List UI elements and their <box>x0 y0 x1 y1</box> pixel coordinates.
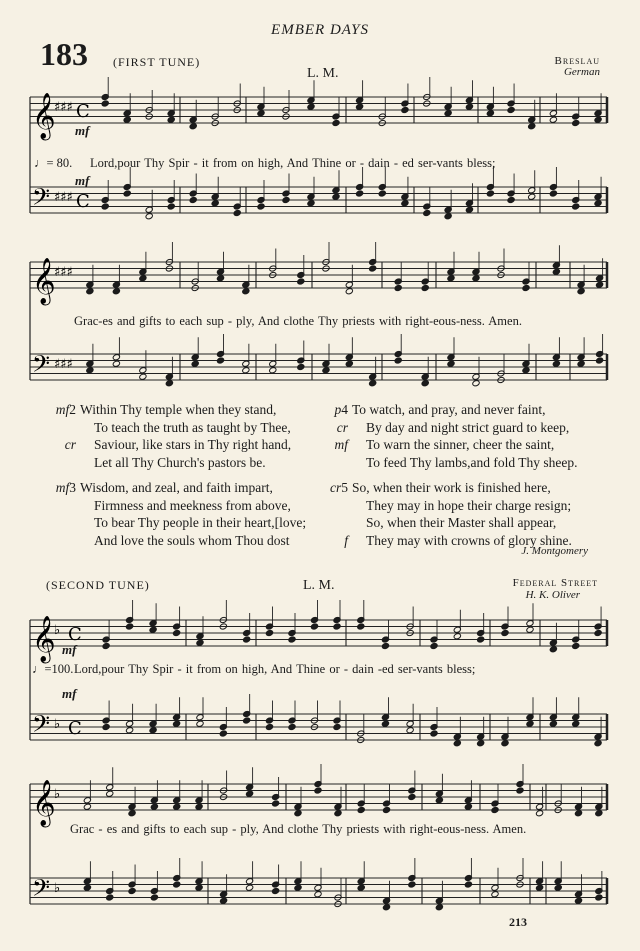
note-head <box>369 265 377 272</box>
note-head <box>444 110 452 117</box>
note-head <box>332 119 340 126</box>
note-head <box>596 281 604 288</box>
note-head <box>211 200 219 207</box>
note-head <box>394 357 402 364</box>
first-tune-label: (FIRST TUNE) <box>113 55 201 69</box>
verse-line <box>320 498 571 514</box>
note-head <box>477 740 485 747</box>
note-head <box>381 642 389 649</box>
dynamic-mark: mf <box>334 437 348 452</box>
note-head <box>150 803 158 810</box>
second-tune-label: (SECOND TUNE) <box>46 578 150 592</box>
verse-text: Let all Thy Church's pastors be. <box>94 454 266 470</box>
note-head <box>408 881 416 888</box>
key-signature: ♯♯♯ <box>54 190 73 205</box>
note-head <box>272 800 280 807</box>
tempo-marking: ♩=100. <box>32 662 74 676</box>
note-head <box>173 629 181 636</box>
note-head <box>294 810 302 817</box>
verse-text: Wisdom, and zeal, and faith impart, <box>80 480 273 495</box>
note-head <box>572 119 580 126</box>
note-head <box>356 190 364 197</box>
note-head <box>572 203 580 210</box>
note-head <box>167 203 175 210</box>
note-head <box>554 884 562 891</box>
lyric-line: Lord,pour Thy Spir - it from on high, And Thine or - dain -ed ser-vants bless; <box>74 662 476 676</box>
note-head <box>216 357 224 364</box>
time-signature: C <box>68 624 82 645</box>
note-head <box>243 717 251 724</box>
note-head <box>126 727 134 734</box>
verse-line <box>320 420 569 436</box>
verse-line <box>320 437 554 453</box>
note-head <box>491 891 499 898</box>
note-head <box>528 193 536 200</box>
note-head <box>123 116 131 123</box>
dynamic-mark: mf <box>55 402 70 417</box>
second-tune-name: Federal Street <box>512 577 598 589</box>
note-head <box>83 884 91 891</box>
note-head <box>394 284 402 291</box>
verse-text: To warn the sinner, cheer the saint, <box>366 437 555 452</box>
note-head <box>486 190 494 197</box>
note-head <box>572 720 580 727</box>
note-head <box>106 790 114 797</box>
note-head <box>421 284 429 291</box>
note-head <box>357 884 365 891</box>
verse-line <box>320 480 551 496</box>
note-head <box>421 380 429 387</box>
note-head <box>257 110 265 117</box>
dynamic-mark: mf <box>75 173 90 188</box>
verse-text: Saviour, like stars in Thy right hand, <box>94 437 292 452</box>
note-head <box>294 884 302 891</box>
note-head <box>310 623 318 630</box>
note-head <box>356 103 364 110</box>
note-head <box>594 200 602 207</box>
note-head <box>464 803 472 810</box>
note-head <box>477 636 485 643</box>
note-head <box>444 213 452 220</box>
note-head <box>307 200 315 207</box>
note-head <box>465 206 473 213</box>
verse-line <box>30 498 291 514</box>
key-signature: ♭ <box>54 881 61 896</box>
first-tune-name: Breslau <box>554 55 600 67</box>
note-head <box>128 887 136 894</box>
key-signature: ♭ <box>54 623 61 638</box>
note-head <box>595 810 603 817</box>
note-head <box>596 357 604 364</box>
verse-text: By day and night strict guard to keep, <box>366 419 570 435</box>
dynamic-mark: mf <box>55 480 70 495</box>
verse-text: And love the souls whom Thou dost <box>94 532 290 548</box>
key-signature: ♯♯♯ <box>54 265 73 280</box>
verse-text: Firmness and meekness from above, <box>94 497 291 513</box>
note-head <box>501 629 509 636</box>
note-head <box>112 288 120 295</box>
note-head <box>165 380 173 387</box>
note-head <box>189 123 197 130</box>
note-head <box>577 360 585 367</box>
note-head <box>220 897 228 904</box>
note-head <box>101 100 109 107</box>
note-head <box>191 360 199 367</box>
verse-text: To feed Thy lambs,and fold Thy sheep. <box>366 454 578 470</box>
note-head <box>382 806 390 813</box>
verse-line <box>30 402 276 418</box>
verse-line <box>30 480 273 496</box>
note-head <box>594 116 602 123</box>
verse-line <box>320 515 556 531</box>
note-head <box>549 190 557 197</box>
note-head <box>595 894 603 901</box>
note-head <box>307 103 315 110</box>
hymn-number: 183 <box>40 36 88 72</box>
note-head <box>507 106 515 113</box>
note-head <box>139 275 147 282</box>
verse-text: To teach the truth as taught by Thee, <box>94 419 291 435</box>
bass-clef: 𝄢 <box>32 183 51 216</box>
note-head <box>242 367 250 374</box>
note-head <box>334 810 342 817</box>
note-head <box>269 367 277 374</box>
dynamic-mark: mf <box>62 642 77 657</box>
note-head <box>126 623 134 630</box>
note-head <box>552 360 560 367</box>
dynamic-mark: mf <box>62 686 77 701</box>
verse-line <box>30 533 290 549</box>
note-head <box>112 360 120 367</box>
time-signature: C <box>68 718 82 739</box>
note-head <box>357 623 365 630</box>
note-head <box>516 787 524 794</box>
note-head <box>333 623 341 630</box>
note-head <box>381 720 389 727</box>
note-head <box>219 730 227 737</box>
note-head <box>423 209 431 216</box>
note-head <box>265 629 273 636</box>
note-head <box>447 275 455 282</box>
note-head <box>167 116 175 123</box>
music-system-4 <box>30 772 610 922</box>
verse-number: 3 <box>69 480 76 495</box>
note-head <box>102 642 110 649</box>
first-tune-meter: L. M. <box>307 66 339 81</box>
note-head <box>243 636 251 643</box>
dynamic-mark: p <box>334 402 342 417</box>
second-tune-composer: H. K. Oliver <box>525 589 580 601</box>
dynamic-mark: cr <box>330 480 342 495</box>
note-head <box>149 727 157 734</box>
note-head <box>173 720 181 727</box>
note-head <box>233 209 241 216</box>
verse-line <box>320 402 545 418</box>
note-head <box>408 793 416 800</box>
note-head <box>314 891 322 898</box>
music-system-3 <box>30 608 610 758</box>
dynamic-mark: mf <box>75 123 90 138</box>
note-head <box>430 730 438 737</box>
note-head <box>435 797 443 804</box>
note-head <box>491 806 499 813</box>
note-head <box>594 740 602 747</box>
note-head <box>288 723 296 730</box>
note-head <box>86 288 94 295</box>
note-head <box>401 106 409 113</box>
bass-clef: 𝄢 <box>32 350 51 383</box>
note-head <box>577 288 585 295</box>
note-head <box>83 803 91 810</box>
note-head <box>526 720 534 727</box>
running-head: EMBER DAYS <box>271 22 369 38</box>
note-head <box>173 803 181 810</box>
note-head <box>522 367 530 374</box>
note-head <box>246 790 254 797</box>
key-signature: ♭ <box>54 787 61 802</box>
verse-line <box>30 455 266 471</box>
tempo-marking: ♩= 80. <box>34 156 73 170</box>
note-head <box>536 810 544 817</box>
second-tune-meter: L. M. <box>303 578 335 593</box>
lyric-line: Lord,pour Thy Spir - it from on high, And Thine or - dain - ed ser-vants bless; <box>90 156 496 170</box>
verse-text: They may with crowns of glory shine. <box>366 532 572 548</box>
note-head <box>332 193 340 200</box>
verse-number: 4 <box>341 402 348 417</box>
treble-clef: 𝄞 <box>32 93 56 139</box>
treble-clef: 𝄞 <box>32 616 56 662</box>
note-head <box>246 884 254 891</box>
note-head <box>378 190 386 197</box>
note-head <box>472 380 480 387</box>
page-number: 213 <box>509 915 527 929</box>
note-head <box>574 810 582 817</box>
note-head <box>465 103 473 110</box>
note-head <box>528 123 536 130</box>
verse-text: Within Thy temple when they stand, <box>80 402 277 417</box>
note-head <box>297 278 305 285</box>
note-head <box>257 203 265 210</box>
verse-line <box>30 437 291 453</box>
note-head <box>549 720 557 727</box>
verse-line <box>320 455 578 471</box>
note-head <box>195 884 203 891</box>
note-head <box>369 380 377 387</box>
note-head <box>102 723 110 730</box>
note-head <box>572 642 580 649</box>
verse-number: 2 <box>69 402 76 417</box>
note-head <box>435 904 443 911</box>
note-head <box>139 373 147 380</box>
note-head <box>526 626 534 633</box>
note-head <box>297 363 305 370</box>
note-head <box>549 646 557 653</box>
note-head <box>345 360 353 367</box>
bass-clef: 𝄢 <box>32 874 51 907</box>
note-head <box>196 639 204 646</box>
note-head <box>242 288 250 295</box>
note-head <box>345 288 353 295</box>
note-head <box>86 367 94 374</box>
note-head <box>216 275 224 282</box>
note-head <box>594 629 602 636</box>
note-head <box>507 196 515 203</box>
note-head <box>322 367 330 374</box>
first-tune-composer: German <box>563 66 600 78</box>
bass-clef: 𝄢 <box>32 710 51 743</box>
note-head <box>357 806 365 813</box>
note-head <box>536 884 544 891</box>
time-signature: C <box>76 101 90 122</box>
treble-clef: 𝄞 <box>32 780 56 826</box>
note-head <box>501 740 509 747</box>
note-head <box>472 275 480 282</box>
verse-number: 5 <box>341 480 348 495</box>
note-head <box>314 787 322 794</box>
verse-text: They may in hope their charge resign; <box>366 497 572 513</box>
dynamic-mark: cr <box>64 437 76 452</box>
note-head <box>272 887 280 894</box>
note-head <box>265 723 273 730</box>
note-head <box>552 268 560 275</box>
note-head <box>189 196 197 203</box>
note-head <box>123 190 131 197</box>
key-signature: ♭ <box>54 717 61 732</box>
author-credit: J. Montgomery <box>521 545 588 557</box>
note-head <box>464 881 472 888</box>
verse-text: So, when their Master shall appear, <box>366 515 557 530</box>
note-head <box>574 897 582 904</box>
time-signature: C <box>76 191 90 212</box>
verse-text: To watch, and pray, and never faint, <box>352 402 546 417</box>
note-head <box>486 110 494 117</box>
verse-line <box>30 515 306 531</box>
note-head <box>406 727 414 734</box>
note-head <box>288 636 296 643</box>
note-head <box>128 810 136 817</box>
note-head <box>173 881 181 888</box>
dynamic-mark: cr <box>336 419 348 435</box>
note-head <box>382 904 390 911</box>
note-head <box>453 740 461 747</box>
note-head <box>522 284 530 291</box>
note-head <box>145 213 153 220</box>
note-head <box>196 720 204 727</box>
note-head <box>447 360 455 367</box>
note-head <box>453 633 461 640</box>
note-head <box>282 196 290 203</box>
lyric-line: Grac - es and gifts to each sup - ply, And clothe Thy priests with right-eous-ness. Amen. <box>70 822 527 836</box>
key-signature: ♯♯♯ <box>54 357 73 372</box>
note-head <box>150 894 158 901</box>
note-head <box>430 642 438 649</box>
note-head <box>401 200 409 207</box>
note-head <box>549 116 557 123</box>
note-head <box>106 894 114 901</box>
treble-clef: 𝄞 <box>32 258 56 304</box>
note-head <box>333 723 341 730</box>
key-signature: ♯♯♯ <box>54 100 73 115</box>
verse-line <box>30 420 291 436</box>
note-head <box>195 803 203 810</box>
note-head <box>101 203 109 210</box>
note-head <box>149 626 157 633</box>
verse-text: So, when their work is finished here, <box>352 480 551 495</box>
dynamic-mark: f <box>344 532 348 548</box>
verse-text: To bear Thy people in their heart,[love; <box>94 515 307 530</box>
lyric-line: Grac-es and gifts to each sup - ply, And clothe Thy priests with right-eous-ness. Amen. <box>74 314 522 328</box>
